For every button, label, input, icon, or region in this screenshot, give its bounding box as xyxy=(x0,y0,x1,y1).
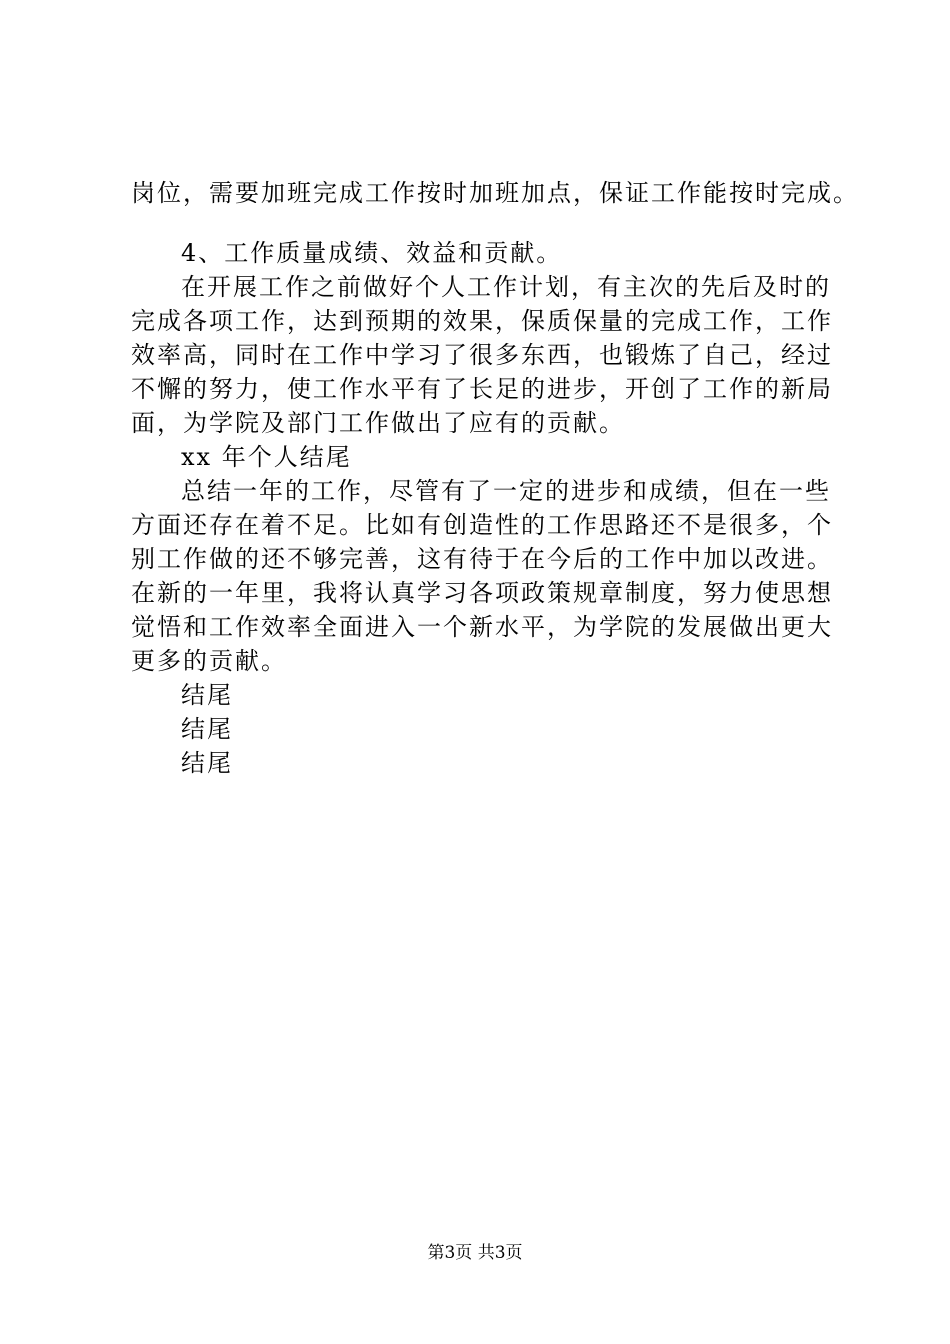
closing-line: 结尾 xyxy=(181,749,233,777)
paragraph-line: 在开展工作之前做好个人工作计划，有主次的先后及时的 xyxy=(181,273,831,301)
paragraph-line: 方面还存在着不足。比如有创造性的工作思路还不是很多，个 xyxy=(131,511,833,539)
paragraph-line: 觉悟和工作效率全面进入一个新水平，为学院的发展做出更大 xyxy=(131,613,833,641)
closing-line: 结尾 xyxy=(181,681,233,709)
paragraph-line: 效率高，同时在工作中学习了很多东西，也锻炼了自己，经过 xyxy=(131,341,833,369)
section-heading: xx 年个人结尾 xyxy=(181,443,352,471)
paragraph-line: 总结一年的工作，尽管有了一定的进步和成绩，但在一些 xyxy=(181,477,831,505)
paragraph-line: 完成各项工作，达到预期的效果，保质保量的完成工作，工作 xyxy=(131,307,833,335)
paragraph-line: 别工作做的还不够完善，这有待于在今后的工作中加以改进。 xyxy=(131,545,833,573)
paragraph-line: 岗位，需要加班完成工作按时加班加点，保证工作能按时完成。 xyxy=(131,179,859,207)
paragraph-line: 不懈的努力，使工作水平有了长足的进步，开创了工作的新局 xyxy=(131,375,833,403)
page-number-footer: 第3页 共3页 xyxy=(427,1243,523,1263)
paragraph-line: 更多的贡献。 xyxy=(131,647,287,675)
paragraph-line: 在新的一年里，我将认真学习各项政策规章制度，努力使思想 xyxy=(131,579,833,607)
paragraph-line: 面，为学院及部门工作做出了应有的贡献。 xyxy=(131,409,625,437)
closing-line: 结尾 xyxy=(181,715,233,743)
section-heading: 4、工作质量成绩、效益和贡献。 xyxy=(181,239,563,267)
paragraph-gap xyxy=(131,210,836,236)
document-body xyxy=(131,176,859,780)
